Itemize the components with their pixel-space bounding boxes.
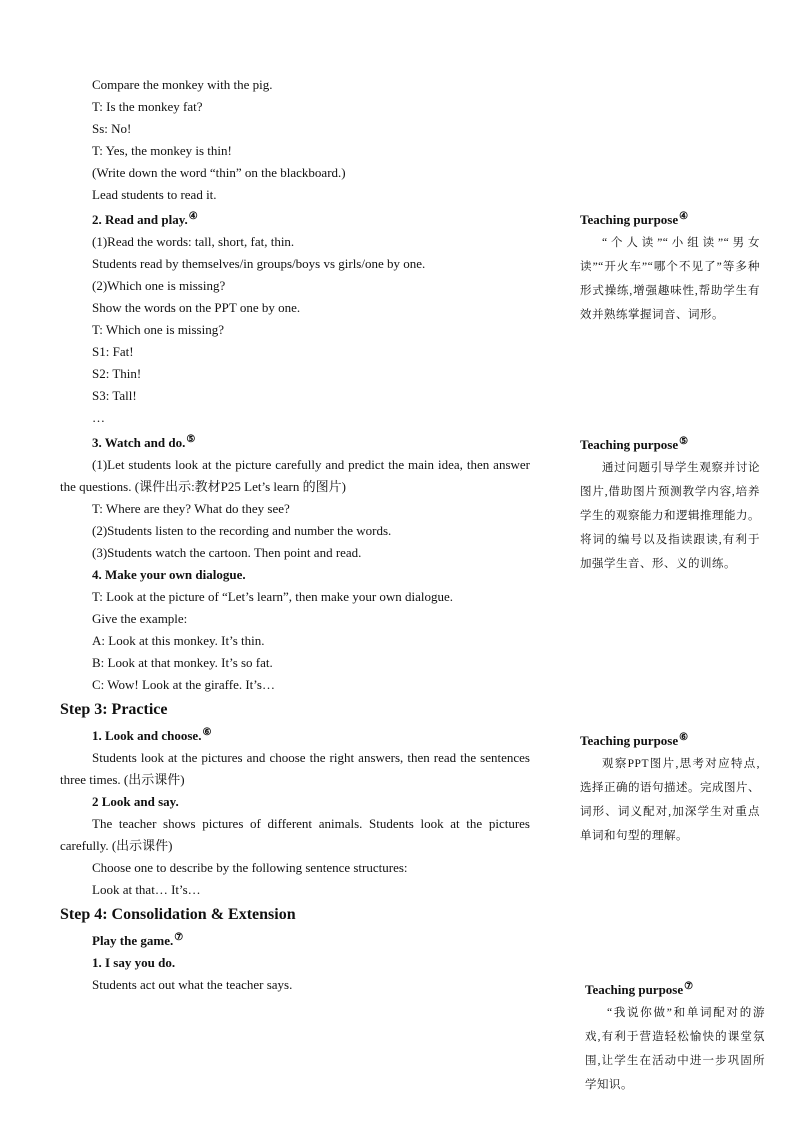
footnote-mark: ⑥ <box>679 732 689 743</box>
teaching-purpose-heading <box>580 431 760 456</box>
activity-heading-text: 2. Read and play. <box>92 212 188 227</box>
text-line: Students act out what the teacher says. <box>92 977 293 992</box>
text-line: T: Is the monkey fat? <box>92 99 203 114</box>
activity-heading-text: Play the game. <box>92 933 174 948</box>
activity-heading <box>60 429 530 454</box>
text-line: (1)Read the words: tall, short, fat, thin. <box>92 234 295 249</box>
footnote-mark: ⑤ <box>186 434 196 445</box>
activity-heading <box>60 722 530 747</box>
teaching-purpose-text: 通过问题引导学生观察并讨论图片,借助图片预测教学内容,培养学生的观察能力和逻辑推理能力。将词的编号以及指读跟读,有利于加强学生音、形、义的训练。 <box>580 462 760 570</box>
text-line: T: Yes, the monkey is thin! <box>92 143 232 158</box>
text-line: A: Look at this monkey. It’s thin. <box>92 633 265 648</box>
text-line: T: Which one is missing? <box>92 322 224 337</box>
text-line: C: Wow! Look at the giraffe. It’s… <box>92 677 275 692</box>
step-heading: Step 4: Consolidation & Extension <box>60 906 296 923</box>
text-line: Compare the monkey with the pig. <box>92 77 273 92</box>
paragraph: (1)Let students look at the picture carefully and predict the main idea, then answer the questions. (课件出示:教材P25 Let’s learn 的图片) <box>60 457 530 494</box>
text-line: S2: Thin! <box>92 366 142 381</box>
activity-heading-text: 3. Watch and do. <box>92 435 186 450</box>
step-heading: Step 3: Practice <box>60 701 168 718</box>
teaching-purpose-heading <box>580 727 760 752</box>
activity-heading <box>60 927 530 952</box>
text-line: Ss: No! <box>92 121 132 136</box>
teaching-purpose-label: Teaching purpose <box>580 733 679 748</box>
text-line: (Write down the word “thin” on the blackboard.) <box>92 165 346 180</box>
footnote-mark: ⑤ <box>679 436 689 447</box>
text-line: B: Look at that monkey. It’s so fat. <box>92 655 273 670</box>
text-line: S1: Fat! <box>92 344 134 359</box>
paragraph: T: Look at the picture of “Let’s learn”, then make your own dialogue. <box>92 589 454 604</box>
teaching-purpose-note <box>585 976 765 1097</box>
text-line: (2)Which one is missing? <box>92 278 226 293</box>
footnote-mark: ④ <box>679 211 689 222</box>
paragraph: Students look at the pictures and choose the right answers, then read the sentences three times. (出示课件) <box>60 750 530 787</box>
text-line: Choose one to describe by the following sentence structures: <box>92 860 408 875</box>
teaching-purpose-note <box>580 727 760 848</box>
paragraph: The teacher shows pictures of different animals. Students look at the pictures carefully. (出示课件) <box>60 816 530 853</box>
teaching-purpose-text: 观察PPT图片,思考对应特点,选择正确的语句描述。完成图片、词形、词义配对,加深学生对重点单词和句型的理解。 <box>580 758 760 842</box>
teaching-purpose-label: Teaching purpose <box>580 212 679 227</box>
text-line: Students read by themselves/in groups/boys vs girls/one by one. <box>92 256 426 271</box>
activity-heading: 2 Look and say. <box>92 794 179 809</box>
footnote-mark: ⑦ <box>684 981 694 992</box>
text-line: Lead students to read it. <box>92 187 217 202</box>
text-line: Look at that… It’s… <box>92 882 201 897</box>
footnote-mark: ⑥ <box>202 727 212 738</box>
teaching-purpose-label: Teaching purpose <box>580 437 679 452</box>
teaching-purpose-note <box>580 206 760 327</box>
text-line: (2)Students listen to the recording and number the words. <box>92 523 392 538</box>
activity-heading: 4. Make your own dialogue. <box>92 567 246 582</box>
teaching-purpose-heading <box>585 976 765 1001</box>
teaching-purpose-note <box>580 431 760 576</box>
lesson-body <box>60 74 530 996</box>
text-line: T: Where are they? What do they see? <box>92 501 290 516</box>
activity-heading-text: 1. Look and choose. <box>92 728 202 743</box>
footnote-mark: ④ <box>188 211 198 222</box>
text-line: S3: Tall! <box>92 388 137 403</box>
text-line: (3)Students watch the cartoon. Then point and read. <box>92 545 362 560</box>
activity-heading: 1. I say you do. <box>92 955 176 970</box>
teaching-purpose-label: Teaching purpose <box>585 982 684 997</box>
text-line: Give the example: <box>92 611 188 626</box>
teaching-purpose-text: “我说你做”和单词配对的游戏,有利于营造轻松愉快的课堂氛围,让学生在活动中进一步巩固所学知识。 <box>585 1007 765 1091</box>
footnote-mark: ⑦ <box>174 932 184 943</box>
text-line: Show the words on the PPT one by one. <box>92 300 301 315</box>
activity-heading <box>60 206 530 231</box>
teaching-purpose-heading <box>580 206 760 231</box>
teaching-purpose-text: “个人读”“小组读”“男女读”“开火车”“哪个不见了”等多种形式操练,增强趣味性,帮助学生有效并熟练掌握词音、词形。 <box>580 237 760 321</box>
text-line: … <box>92 410 105 425</box>
